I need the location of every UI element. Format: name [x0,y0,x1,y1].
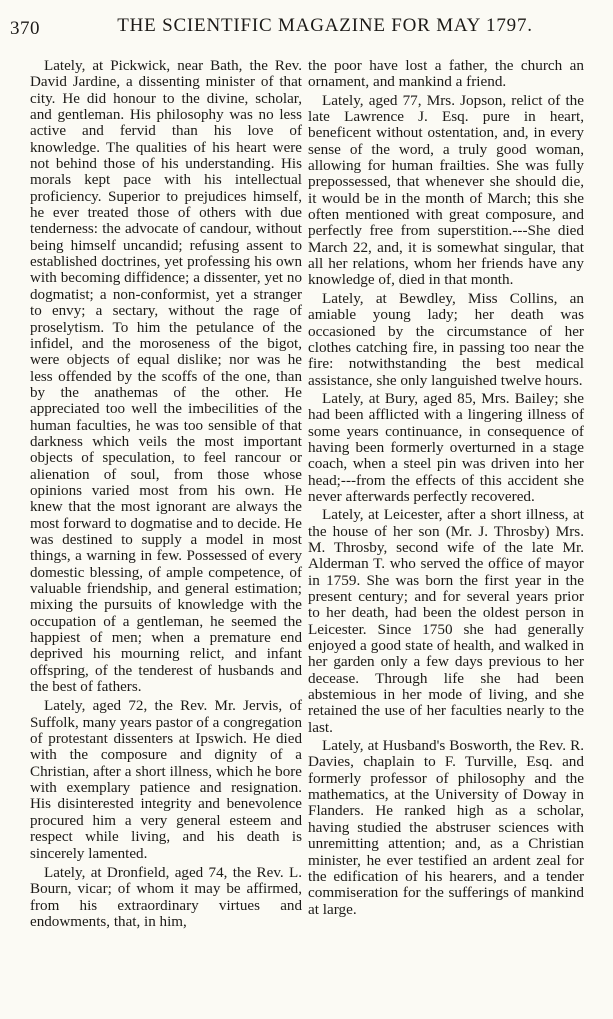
obituary-bourn-continuation: the poor have lost a father, the church an ornament, and mankind a friend. [308,57,584,91]
obituary-throsby: Lately, at Leicester, after a short illness, at the house of her son (Mr. J. Throsby) Mrs. M. Throsby, second wife of the late Mr. Alderman T. who served the office of mayor in 1759. She was born the first year in the present century; and for several years prior to her death, had been the oldest person in Leicester. Since 1750 she had generally enjoyed a good state of health, and walked in her garden only a few days previous to her decease. Through life she had been abstemious in her mode of living, and she retained the use of her faculties nearly to the last. [308,506,584,736]
obituary-jardine: Lately, at Pickwick, near Bath, the Rev. David Jardine, a dissenting minister of that city. He did honour to the divine, scholar, and gentleman. His philosophy was no less active and fervid than his love of knowledge. The qualities of his heart were not behind those of his understanding. His morals kept pace with his intellectual proficiency. Superior to prejudices himself, he ever treated those of others with due tenderness: the advocate of candour, without being himself uncandid; refusing assent to established doctrines, yet professing his own with becoming diffidence; a dissenter, yet no dogmatist; a non-conformist, yet a stranger to envy; a sectary, without the rage of proselytism. To him the petulance of the infidel, and the moroseness of the bigot, were objects of equal dislike; nor was he less offended by the scoffs of the one, than by the anathemas of the other. He appreciated too well the imbecilities of the human faculties, he was too sensible of that darkness which veils the most important objects of speculation, to feel rancour or alienation of soul, from those whose opinions varied most from his own. He knew that the most ignorant are always the most forward to dogmatise and to decide. He was destined to supply a model in most things, a warning in few. Possessed of every domestic blessing, of ample competence, of valuable friendship, and general estimation; mixing the pursuits of knowledge with the occupation of a gentleman, he seemed the happiest of men; when a premature end deprived his mourning relict, and infant offspring, of the tenderest of husbands and the best of fathers. [30,58,302,696]
page-header [0,0,613,50]
running-head: THE SCIENTIFIC MAGAZINE FOR MAY 1797. [117,15,533,36]
obituary-davies: Lately, at Husband's Bosworth, the Rev. R. Davies, chaplain to F. Turville, Esq. and formerly professor of philosophy and the mathematics, at the University of Doway in Flanders. He ranked high as a scholar, having studied the abstruser sciences with unremitting attention; and, as a Christian minister, he ever testified an ardent zeal for the edification of his hearers, and a tender commiseration for the sufferings of mankind at large. [308,737,584,918]
obituary-jervis: Lately, aged 72, the Rev. Mr. Jervis, of Suffolk, many years pastor of a congregation of protestant dissenters at Ipswich. He died with the composure and dignity of a Christian, after a short illness, which he bore with exemplary patience and resignation. His disinterested integrity and benevolence procured him a very general esteem and respect while living, and his death is sincerely lamented. [30,698,302,862]
right-column [308,58,584,920]
obituary-jopson: Lately, aged 77, Mrs. Jopson, relict of the late Lawrence J. Esq. pure in heart, beneficent without ostentation, and, in every sense of the word, a truly good woman, allowing for human frailties. She was fully prepossessed, that whenever she should die, it would be in the month of March; this she often mentioned with great composure, and perfectly free from superstition.---She died March 22, and, it is somewhat singular, that all her relations, whom her friends have any knowledge of, died in that month. [308,91,584,289]
left-column [30,58,302,933]
page-number: 370 [10,18,40,39]
obituary-collins: Lately, at Bewdley, Miss Collins, an amiable young lady; her death was occasioned by the circumstance of her clothes catching fire, in passing too near the fire: notwithstanding the best medical assistance, she only languished twelve hours. [308,289,584,389]
obituary-bourn: Lately, at Dronfield, aged 74, the Rev. L. Bourn, vicar; of whom it may be affirmed, from his extraordinary virtues and endowments, that, in him, [30,864,302,930]
obituary-bailey: Lately, at Bury, aged 85, Mrs. Bailey; she had been afflicted with a lingering illness of some years continuance, in consequence of having been formerly overturned in a stage coach, when a steel pin was driven into her head;---from the effects of this accident she never afterwards perfectly recovered. [308,389,584,505]
